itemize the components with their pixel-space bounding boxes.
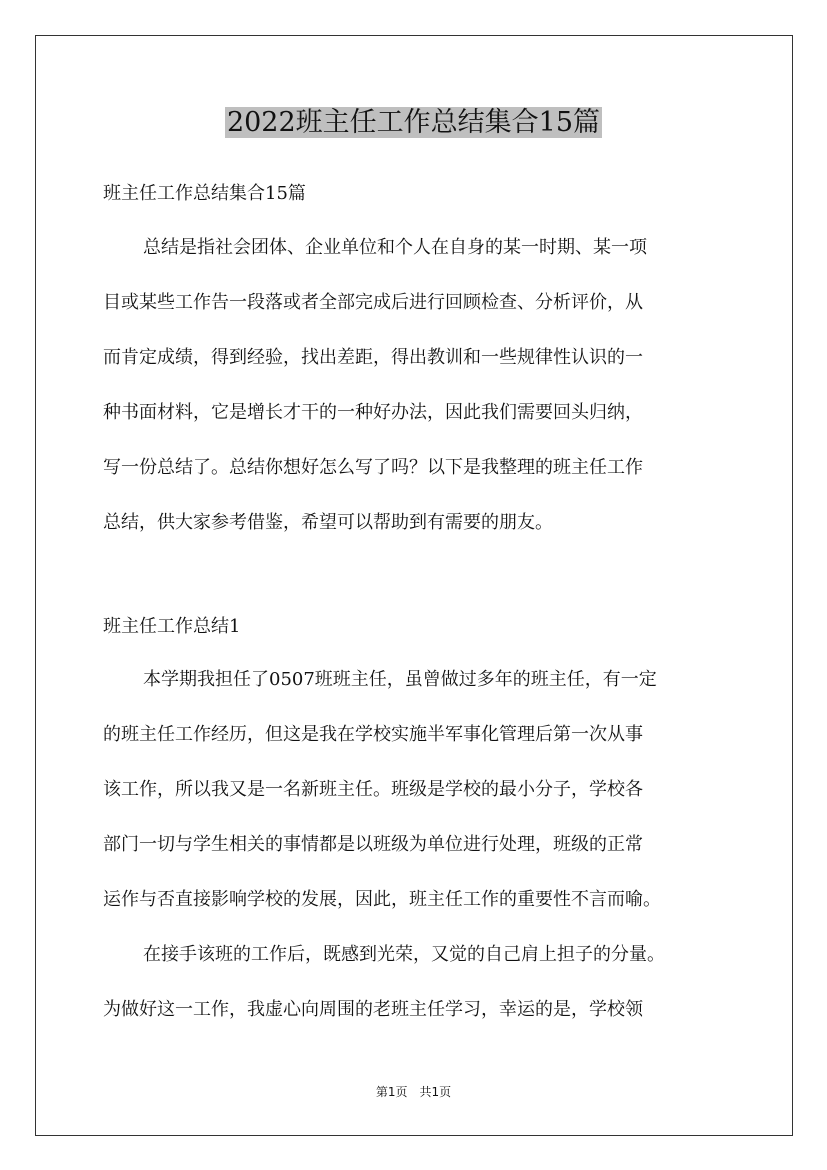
document-title (0, 100, 827, 146)
document-subtitle: 班主任工作总结集合15篇 (103, 183, 306, 204)
section-heading: 班主任工作总结1 (103, 616, 241, 637)
intro-line: 总结是指社会团体、企业单位和个人在自身的某一时期、某一项 (143, 237, 647, 258)
intro-line: 而肯定成绩，得到经验，找出差距，得出教训和一些规律性认识的一 (103, 347, 643, 368)
section1-line: 的班主任工作经历，但这是我在学校实施半军事化管理后第一次从事 (103, 724, 643, 745)
intro-line: 目或某些工作告一段落或者全部完成后进行回顾检查、分析评价，从 (103, 292, 643, 313)
section1-line: 该工作，所以我又是一名新班主任。班级是学校的最小分子，学校各 (103, 779, 643, 800)
page-number-footer: 第1页 共1页 (375, 1085, 452, 1099)
section1-line: 运作与否直接影响学校的发展，因此，班主任工作的重要性不言而喻。 (103, 889, 661, 910)
document-title-text: 2022班主任工作总结集合15篇 (226, 107, 601, 138)
section1-line: 部门一切与学生相关的事情都是以班级为单位进行处理，班级的正常 (103, 834, 643, 855)
section1-line: 为做好这一工作，我虚心向周围的老班主任学习，幸运的是，学校领 (103, 999, 643, 1020)
section1-paragraph (103, 652, 743, 1037)
intro-line: 总结，供大家参考借鉴，希望可以帮助到有需要的朋友。 (103, 512, 553, 533)
intro-line: 种书面材料，它是增长才干的一种好办法，因此我们需要回头归纳， (103, 402, 643, 423)
section1-line: 在接手该班的工作后，既感到光荣，又觉的自己肩上担子的分量。 (143, 944, 665, 965)
intro-line: 写一份总结了。总结你想好怎么写了吗？以下是我整理的班主任工作 (103, 457, 643, 478)
section1-line: 本学期我担任了0507班班主任，虽曾做过多年的班主任，有一定 (143, 669, 657, 690)
intro-paragraph (103, 220, 743, 550)
